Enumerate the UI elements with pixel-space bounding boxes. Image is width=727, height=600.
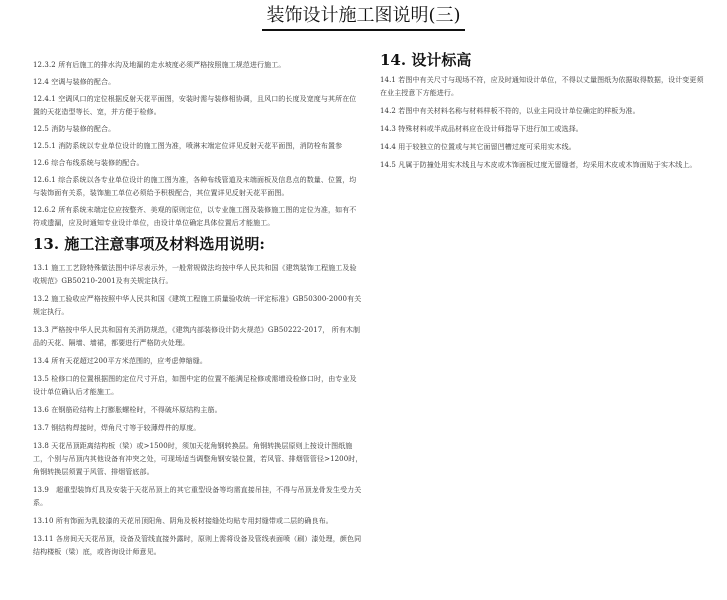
note-14-3: 14.3 特殊材料或半成品材料应在设计师指导下进行加工或选择。: [380, 125, 583, 133]
note-13-4: 13.4 所有天花超过200平方米范围的，应考虑伸缩缝。: [33, 357, 207, 365]
note-13-1: 13.1 施工工艺除特殊做法图中详尽表示外，一般常规做法均按中华人民共和国《建筑装饰工程施工及验收规范》GB50210-2001及有关规定执行。: [33, 264, 357, 285]
note-12-6-2: 12.6.2 所有系统末端定位应按整齐、美观的原则定位，以专业施工图及装修施工图的定位为准，如有不符或遗漏，应及时通知专业设计单位，由设计单位确定具体位置后才能施工。: [33, 206, 357, 227]
note-12-6: 12.6 综合布线系统与装修的配合。: [33, 159, 144, 167]
note-12-6-1: 12.6.1 综合系统以各专业单位设计的施工图为准，各种布线管道及末端面板及信息点的数量、位置，均与装饰面有关系，装饰施工单位必须给予积极配合，其位置详见反射天花平面图。: [33, 176, 357, 197]
section-14-heading: 14. 设计标高: [380, 51, 472, 69]
page-title: 装饰设计施工图说明(三): [0, 4, 727, 31]
note-12-3-2: 12.3.2 所有后施工的排水沟及地漏的走水坡度必须严格按照施工规范进行施工。: [33, 61, 286, 69]
note-12-4-1: 12.4.1 空调风口的定位根据反射天花平面图，安装时需与装修相协调，且风口的长度及宽度与其所在位置的天花造型等长、宽，并方便于检修。: [33, 95, 357, 116]
note-13-2: 13.2 施工验收应严格按照中华人民共和国《建筑工程施工质量验收统一评定标准》GB50300-2000有关规定执行。: [33, 295, 362, 316]
note-13-3: 13.3 严格按中华人民共和国有关消防规范，《建筑内部装修设计防火规范》GB50222-2017， 所有木制品的天花、隔墙、墙裙，都要进行严格防火处理。: [33, 326, 361, 347]
note-14-2: 14.2 若图中有关材料名称与材料样板不符的，以业主同设计单位确定的样板为准。: [380, 107, 640, 115]
section-13-heading: 13. 施工注意事项及材料选用说明:: [33, 235, 265, 253]
note-14-4: 14.4 用于较独立的位置或与其它面留凹槽过度可采用实木线。: [380, 143, 576, 151]
note-12-5-1: 12.5.1 消防系统以专业单位设计的施工图为准，喷淋末端定位详见反射天花平面图，消防栓布置参: [33, 142, 343, 150]
note-13-10: 13.10 所有饰面为乳胶漆的天花吊顶阳角、阴角及板材接缝处均贴专用封缝带或二层的确良布。: [33, 517, 333, 525]
note-13-8: 13.8 天花吊顶距离结构板（梁）或>1500时，须加天花角钢转换层。角钢转换层原则上按设计图纸施工，个别与吊顶内其他设备有冲突之处，可现场适当调整角钢安装位置，若风管、排烟管管径>1200时，角钢转换层须置于风管、排烟管底部。: [33, 442, 363, 476]
note-13-11: 13.11 各房间天天花吊顶，设备及管线直接外露时，原则上需将设备及管线表面喷（刷）漆处理，颜色同结构楼板（梁）底，或咨询设计师意见。: [33, 535, 362, 556]
note-13-6: 13.6 在钢筋砼结构上打膨胀螺栓时，不得破坏原结构主筋。: [33, 406, 222, 414]
note-14-5: 14.5 凡属于防撞处用实木线且与木皮或木饰面板过度无留缝者，均采用木皮或木饰面贴于实木线上。: [380, 161, 697, 169]
note-13-7: 13.7 钢结构焊接时，焊角尺寸等于较薄焊件的厚度。: [33, 424, 201, 432]
note-12-5: 12.5 消防与装修的配合。: [33, 125, 116, 133]
note-12-4: 12.4 空调与装修的配合。: [33, 78, 116, 86]
note-14-1: 14.1 若图中有关尺寸与现场不符，应及时通知设计单位，不得以丈量图纸为依据取得数据，设计变更须在业主授意下方能进行。: [380, 76, 704, 97]
right-column: [380, 50, 710, 177]
note-13-5: 13.5 检修口的位置根据图的定位尺寸开启，如图中定的位置不能满足检修或需增设检修口时，由专业及设计单位确认后才能施工。: [33, 375, 357, 396]
note-13-9: 13.9 超重型装饰灯具及安装于天花吊顶上的其它重型设备等均需直接吊挂，不得与吊顶龙骨发生受力关系。: [33, 486, 362, 507]
left-column: [33, 59, 363, 564]
